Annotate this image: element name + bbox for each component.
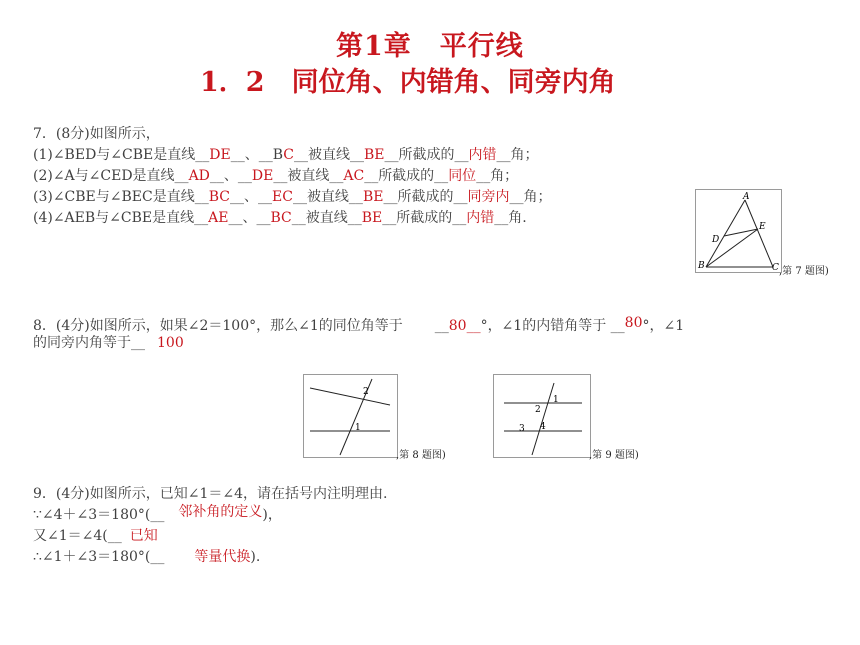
q8-figure (303, 374, 398, 458)
q8-figure-caption: ,第 8 题图) (396, 450, 446, 461)
q7-l4-text-e: __所截成的__ (382, 210, 467, 226)
q7-l1-answer-2: C (283, 147, 294, 163)
q7-l1-answer-4: 内错 (468, 147, 497, 163)
q9-line-2 (33, 526, 158, 546)
label-C: C (772, 263, 779, 272)
q9-l1-answer: 邻补角的定义 (178, 504, 263, 520)
q7-l1-answer-3: BE (363, 147, 385, 163)
label-A: A (743, 192, 750, 202)
q9-line-3 (33, 547, 260, 567)
q8-label-1: 1 (355, 423, 361, 433)
q9-label-3: 3 (519, 424, 525, 434)
q7-triangle-diagram (696, 190, 781, 272)
label-E: E (759, 222, 766, 232)
section-title: 1．2 同位角、内错角、同旁内角 (200, 67, 616, 98)
q7-l4-answer-1: AE (208, 210, 229, 226)
q7-l1-text-d: __被直线__ (293, 147, 364, 163)
q7-figure (695, 189, 782, 273)
q8-answer-2: 80 (624, 315, 643, 331)
chapter-title: 第1章 平行线 (336, 31, 524, 62)
q7-l3-text-e: __所截成的__ (383, 189, 468, 205)
q9-l2-text: 又∠1＝∠4(__ (33, 528, 122, 544)
q7-l2-text-a: (2)∠A与∠CED是直线__ (33, 168, 189, 184)
q7-l2-answer-1: AD (188, 168, 210, 184)
q7-l4-text-f: __角. (494, 210, 527, 226)
q7-line-2 (33, 166, 518, 186)
q9-line-1 (33, 505, 282, 525)
q7-l2-answer-2: DE (251, 168, 274, 184)
q7-l1-text-e: __所截成的__ (384, 147, 469, 163)
q9-l3-answer: 等量代换 (194, 549, 251, 565)
q8-parallel-lines-diagram (304, 375, 397, 457)
q8-tail: °，∠1 (642, 318, 685, 334)
q9-l2-answer: 已知 (129, 528, 158, 544)
q8-label-2: 2 (363, 387, 369, 397)
q7-l3-text-d: __被直线__ (292, 189, 363, 205)
q7-l3-text-f: __角； (509, 189, 552, 205)
q7-l4-text-a: (4)∠AEB与∠CBE是直线__ (33, 210, 209, 226)
q9-l1-text: ∵∠4＋∠3＝180°(__ (33, 507, 165, 523)
q7-l2-answer-3: AC (343, 168, 365, 184)
q7-l4-answer-4: 内错 (466, 210, 495, 226)
q9-parallel-lines-diagram (494, 375, 590, 457)
q7-l3-answer-2: EC (272, 189, 293, 205)
q7-l3-text-a: (3)∠CBE与∠BEC是直线__ (33, 189, 209, 205)
q7-l4-text-d: __被直线__ (291, 210, 362, 226)
label-D: D (712, 235, 720, 245)
q7-l4-answer-3: BE (361, 210, 383, 226)
q7-l2-answer-4: 同位 (448, 168, 477, 184)
q7-l2-text-e: __所截成的__ (364, 168, 449, 184)
q7-line-3 (33, 187, 551, 207)
q7-l3-answer-4: 同旁内 (467, 189, 510, 205)
q7-l3-text-c: __、__ (230, 189, 272, 205)
q9-label-4: 4 (540, 422, 546, 432)
q7-stem: 7．(8分)如图所示， (33, 126, 160, 142)
q7-l2-text-f: __角； (476, 168, 519, 184)
q8-stem: 8．(4分)如图所示，如果∠2＝100°，那么∠1的同位角等于 (33, 318, 403, 334)
q7-l2-text-d: __被直线__ (273, 168, 344, 184)
q7-l1-text-c: __、__B (230, 147, 284, 163)
q7-l4-text-c: __、__ (228, 210, 271, 226)
q7-line-4 (33, 208, 527, 228)
q7-figure-caption: ,第 7 题图) (779, 266, 829, 277)
q8-mid: °，∠1的内错角等于 (480, 318, 607, 334)
q7-l3-answer-3: BE (362, 189, 384, 205)
q9-stem: 9．(4分)如图所示，已知∠1＝∠4，请在括号内注明理由. (33, 486, 388, 502)
q7-l3-answer-1: BC (208, 189, 230, 205)
q7-l1-text-f: __角； (496, 147, 539, 163)
q9-figure-caption: ,第 9 题图) (589, 450, 639, 461)
label-B: B (698, 261, 705, 271)
q7-l1-text-a: (1)∠BED与∠CBE是直线__ (33, 147, 210, 163)
q9-l1-close: )， (262, 507, 282, 523)
q9-l3-text: ∴∠1＋∠3＝180°(__ (33, 549, 165, 565)
q8-line2-text: 的同旁内角等于__ (33, 335, 145, 351)
q9-l3-close: ). (250, 549, 261, 565)
q7-l2-text-c: __、__ (209, 168, 252, 184)
q7-line-1 (33, 145, 539, 165)
q7-l4-answer-2: BC (270, 210, 292, 226)
q9-figure (493, 374, 591, 458)
q9-label-1: 1 (553, 395, 559, 405)
q7-l1-answer-1: DE (209, 147, 231, 163)
q8-answer-3: 100 (157, 335, 184, 351)
q8-line-2 (33, 333, 184, 353)
q8-line-1: 8．(4分)如图所示，如果∠2＝100°，那么∠1的同位角等于 __80__°，∠1的内错角等于 __80°，∠1 (33, 315, 685, 334)
q9-label-2: 2 (535, 405, 541, 415)
q8-answer-1: 80 (448, 318, 467, 334)
